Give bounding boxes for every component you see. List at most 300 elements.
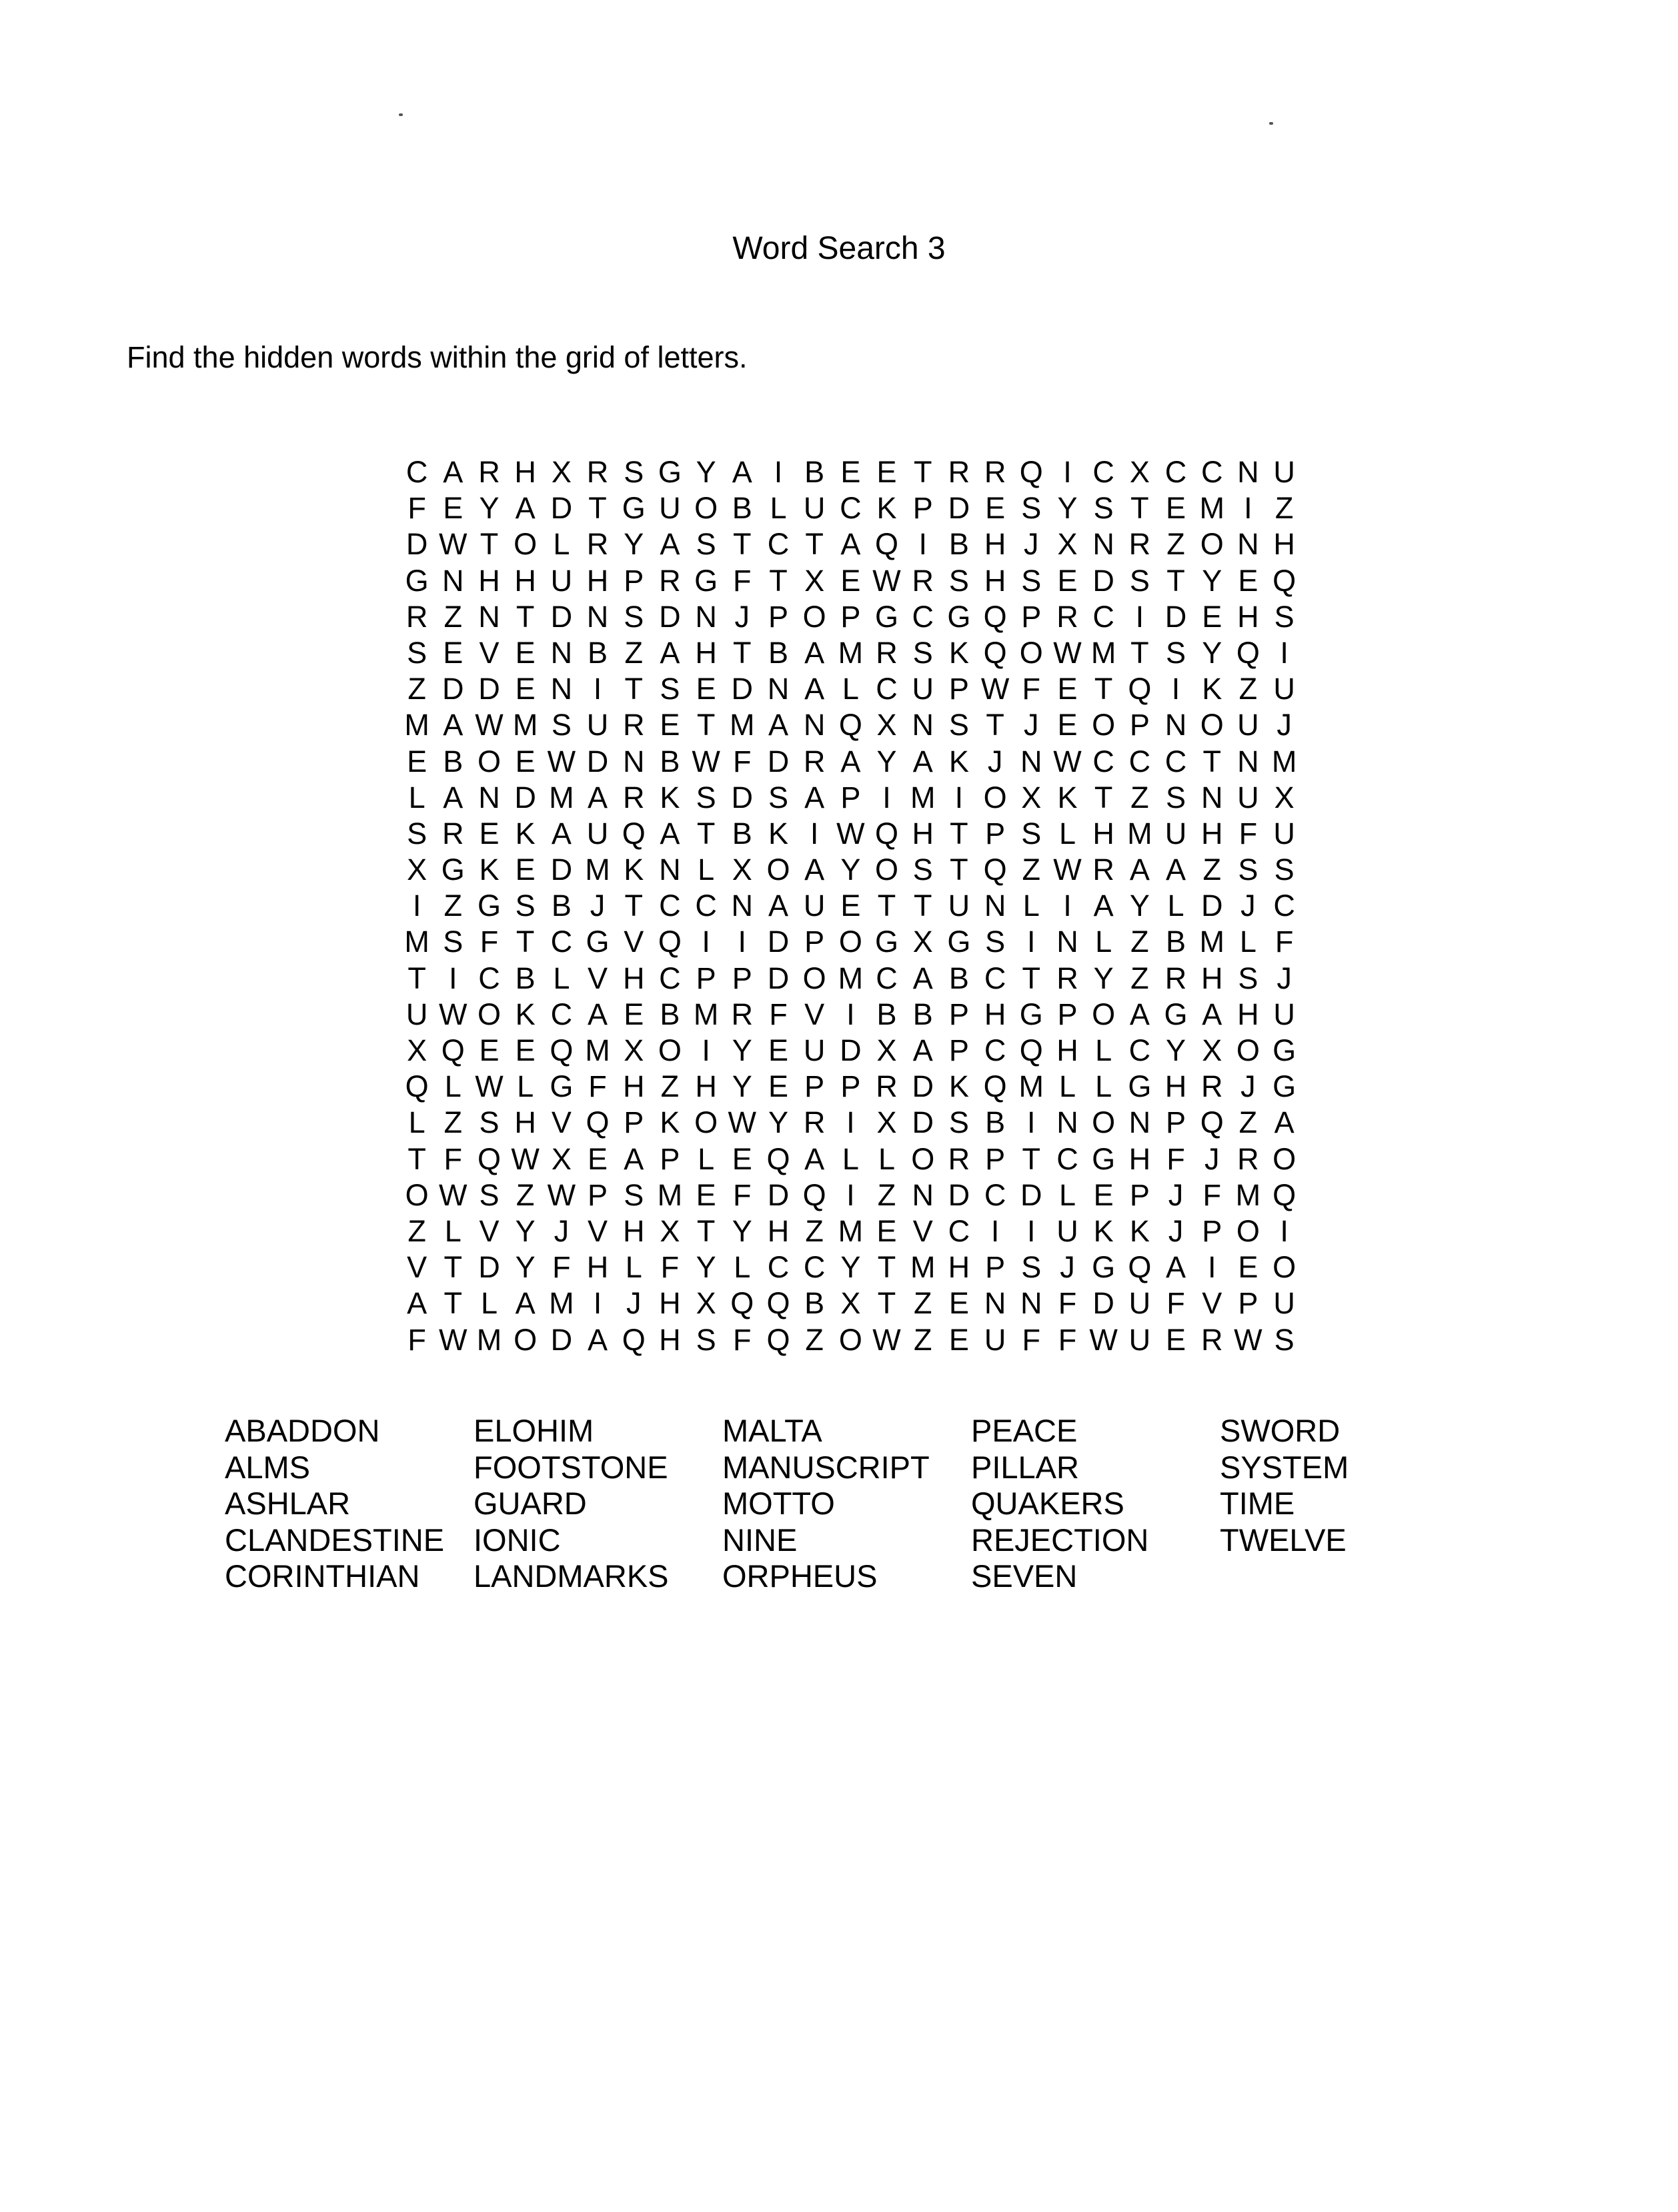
grid-letter: U	[1273, 455, 1295, 489]
grid-letter: O	[1236, 1213, 1260, 1248]
grid-letter: N	[442, 563, 464, 598]
grid-letter: S	[624, 599, 644, 634]
grid-letter: C	[1273, 889, 1295, 923]
grid-letter: C	[1092, 744, 1114, 778]
grid-letter: Y	[624, 527, 644, 562]
grid-letter: E	[1057, 672, 1078, 706]
grid-letter: X	[696, 1286, 716, 1321]
grid-letter: C	[767, 527, 790, 562]
grid-letter: C	[1164, 744, 1187, 778]
grid-letter: I	[882, 780, 891, 814]
grid-letter: G	[875, 925, 899, 959]
grid-letter: O	[405, 1177, 429, 1212]
grid-letter: F	[733, 1322, 752, 1357]
grid-letter: Z	[805, 1322, 824, 1357]
grid-letter: C	[1092, 599, 1114, 634]
grid-letter: S	[1093, 491, 1114, 526]
grid-letter: G	[1092, 1141, 1116, 1176]
grid-letter: E	[1166, 1322, 1186, 1357]
grid-letter: Z	[444, 889, 463, 923]
grid-letter: C	[876, 672, 898, 706]
grid-letter: I	[810, 816, 819, 851]
word-list-item: MANUSCRIPT	[722, 1449, 930, 1485]
grid-letter: O	[802, 961, 826, 995]
grid-letter: S	[1238, 961, 1258, 995]
grid-letter: E	[588, 1141, 608, 1176]
grid-letter: E	[443, 491, 464, 526]
grid-letter: T	[877, 1286, 896, 1321]
grid-letter: L	[480, 1286, 498, 1321]
grid-letter: G	[658, 455, 682, 489]
page-title: Word Search 3	[732, 231, 946, 266]
grid-letter: N	[1056, 925, 1078, 959]
grid-letter: G	[477, 889, 501, 923]
grid-letter: H	[1200, 961, 1223, 995]
grid-letter: S	[1021, 816, 1042, 851]
grid-letter: E	[768, 1069, 788, 1104]
grid-letter: A	[1093, 889, 1114, 923]
grid-letter: H	[984, 527, 1006, 562]
grid-letter: Z	[877, 1177, 896, 1212]
grid-letter: P	[624, 563, 644, 598]
grid-letter: M	[585, 853, 610, 887]
grid-letter: G	[1092, 1250, 1116, 1285]
grid-letter: L	[734, 1250, 751, 1285]
grid-letter: O	[838, 1322, 862, 1357]
grid-letter: S	[1129, 563, 1150, 598]
grid-letter: E	[515, 853, 536, 887]
grid-letter: R	[876, 1069, 898, 1104]
grid-letter: S	[624, 455, 644, 489]
grid-letter: I	[738, 925, 747, 959]
grid-letter: D	[912, 1105, 934, 1140]
grid-letter: A	[588, 997, 608, 1031]
grid-letter: L	[842, 1141, 859, 1176]
grid-letter: L	[1058, 816, 1076, 851]
grid-letter: U	[1273, 1286, 1295, 1321]
grid-letter: M	[512, 708, 538, 742]
grid-letter: N	[912, 708, 934, 742]
grid-letter: H	[622, 1069, 645, 1104]
grid-letter: D	[514, 780, 536, 814]
grid-letter: Y	[515, 1213, 536, 1248]
grid-letter: C	[1056, 1141, 1078, 1176]
grid-letter: L	[408, 780, 426, 814]
grid-letter: S	[1274, 1322, 1295, 1357]
grid-letter: X	[624, 1033, 644, 1067]
grid-letter: S	[1021, 491, 1042, 526]
grid-letter: S	[1166, 635, 1186, 670]
grid-letter: L	[1022, 889, 1040, 923]
grid-letter: Z	[1202, 853, 1221, 887]
grid-letter: T	[588, 491, 607, 526]
grid-letter: L	[625, 1250, 642, 1285]
grid-letter: A	[804, 780, 825, 814]
word-list-item: TIME	[1220, 1486, 1295, 1521]
grid-letter: S	[624, 1177, 644, 1212]
grid-letter: I	[593, 672, 602, 706]
grid-letter: Q	[1019, 455, 1043, 489]
grid-letter: O	[477, 997, 501, 1031]
grid-letter: L	[1095, 1069, 1112, 1104]
grid-letter: E	[1238, 1250, 1258, 1285]
grid-letter: T	[444, 1250, 463, 1285]
grid-letter: O	[658, 1033, 682, 1067]
grid-letter: Y	[732, 1213, 752, 1248]
grid-letter: B	[588, 635, 608, 670]
grid-letter: F	[1022, 672, 1041, 706]
word-list-item: REJECTION	[971, 1522, 1149, 1558]
grid-letter: W	[547, 1177, 576, 1212]
grid-letter: K	[876, 491, 897, 526]
grid-letter: E	[732, 1141, 752, 1176]
grid-letter: S	[479, 1177, 500, 1212]
scan-speck	[1269, 122, 1273, 125]
grid-letter: U	[405, 997, 428, 1031]
grid-letter: I	[846, 1105, 855, 1140]
grid-letter: V	[588, 1213, 608, 1248]
grid-letter: Z	[444, 1105, 463, 1140]
grid-letter: F	[1275, 925, 1294, 959]
grid-letter: K	[624, 853, 644, 887]
word-list-item: SWORD	[1220, 1413, 1341, 1448]
grid-letter: I	[1135, 599, 1144, 634]
grid-letter: I	[1244, 491, 1252, 526]
grid-letter: O	[514, 1322, 538, 1357]
grid-letter: Z	[1238, 1105, 1258, 1140]
grid-letter: F	[407, 491, 426, 526]
grid-letter: N	[1237, 744, 1259, 778]
grid-letter: N	[659, 853, 681, 887]
grid-letter: M	[838, 1213, 864, 1248]
grid-letter: O	[1236, 1033, 1260, 1067]
grid-letter: L	[553, 527, 570, 562]
grid-letter: E	[948, 1286, 969, 1321]
grid-letter: R	[442, 816, 464, 851]
grid-letter: T	[1130, 491, 1149, 526]
grid-letter: W	[439, 1177, 468, 1212]
grid-letter: P	[985, 1141, 1006, 1176]
grid-letter: Y	[479, 491, 500, 526]
grid-letter: O	[911, 1141, 935, 1176]
grid-letter: C	[550, 997, 573, 1031]
grid-letter: F	[1022, 1322, 1041, 1357]
grid-letter: X	[1274, 780, 1295, 814]
grid-letter: T	[769, 563, 788, 598]
grid-letter: X	[660, 1213, 680, 1248]
grid-letter: R	[622, 780, 645, 814]
grid-letter: A	[515, 1286, 536, 1321]
grid-letter: N	[1056, 1105, 1078, 1140]
word-list-item: GUARD	[474, 1486, 587, 1521]
grid-letter: L	[1095, 1033, 1112, 1067]
grid-letter: E	[768, 1033, 788, 1067]
grid-letter: D	[767, 925, 790, 959]
grid-letter: Q	[983, 853, 1007, 887]
grid-letter: W	[872, 563, 901, 598]
grid-letter: E	[1166, 491, 1186, 526]
grid-letter: A	[804, 635, 825, 670]
grid-letter: P	[985, 816, 1006, 851]
grid-letter: G	[1019, 997, 1043, 1031]
grid-letter: T	[696, 1213, 716, 1248]
grid-letter: L	[1058, 1177, 1076, 1212]
grid-letter: T	[696, 816, 716, 851]
word-list-item: MOTTO	[722, 1486, 835, 1521]
grid-letter: K	[948, 635, 969, 670]
grid-letter: L	[698, 1141, 715, 1176]
grid-letter: C	[803, 1250, 826, 1285]
grid-letter: N	[912, 1177, 934, 1212]
grid-letter: G	[550, 1069, 574, 1104]
word-list-item: TWELVE	[1220, 1522, 1347, 1558]
grid-letter: B	[948, 961, 969, 995]
grid-letter: T	[877, 889, 896, 923]
grid-letter: T	[986, 708, 1004, 742]
grid-letter: T	[913, 889, 932, 923]
grid-letter: M	[838, 635, 864, 670]
grid-letter: C	[984, 1177, 1006, 1212]
grid-letter: C	[550, 925, 573, 959]
grid-letter: I	[1171, 672, 1180, 706]
grid-letter: M	[404, 708, 430, 742]
grid-letter: Z	[407, 1213, 426, 1248]
grid-letter: K	[660, 780, 680, 814]
grid-letter: S	[1274, 599, 1295, 634]
grid-letter: A	[443, 780, 464, 814]
grid-letter: U	[1128, 1322, 1151, 1357]
grid-letter: Y	[1093, 961, 1114, 995]
grid-letter: X	[732, 853, 752, 887]
grid-letter: B	[768, 635, 788, 670]
grid-letter: X	[1021, 780, 1042, 814]
grid-letter: P	[840, 780, 861, 814]
grid-letter: N	[1020, 744, 1042, 778]
grid-letter: Z	[516, 1177, 535, 1212]
grid-letter: Z	[913, 1286, 932, 1321]
grid-letter: F	[660, 1250, 680, 1285]
grid-letter: R	[948, 455, 970, 489]
grid-letter: T	[696, 708, 716, 742]
grid-letter: R	[1164, 961, 1187, 995]
grid-letter: H	[514, 1105, 536, 1140]
grid-letter: C	[659, 889, 681, 923]
grid-letter: A	[660, 635, 680, 670]
grid-letter: V	[804, 997, 825, 1031]
grid-letter: Q	[1200, 1105, 1224, 1140]
grid-letter: U	[803, 889, 826, 923]
grid-letter: W	[547, 744, 576, 778]
grid-letter: I	[846, 997, 855, 1031]
grid-letter: Z	[1130, 780, 1149, 814]
grid-letter: X	[876, 708, 897, 742]
grid-letter: B	[804, 455, 825, 489]
grid-letter: S	[1021, 1250, 1042, 1285]
grid-letter: Y	[876, 744, 897, 778]
grid-letter: Q	[1128, 672, 1152, 706]
grid-letter: C	[405, 455, 428, 489]
grid-letter: O	[1092, 708, 1116, 742]
grid-letter: A	[1166, 1250, 1186, 1285]
grid-letter: W	[439, 1322, 468, 1357]
grid-letter: W	[692, 744, 720, 778]
grid-letter: P	[588, 1177, 608, 1212]
grid-letter: B	[551, 889, 572, 923]
grid-letter: X	[1057, 527, 1078, 562]
grid-letter: E	[479, 1033, 500, 1067]
grid-letter: M	[404, 925, 430, 959]
grid-letter: S	[407, 816, 428, 851]
grid-letter: Y	[732, 1069, 752, 1104]
grid-letter: L	[444, 1069, 462, 1104]
grid-letter: T	[913, 455, 932, 489]
grid-letter: I	[774, 455, 783, 489]
grid-letter: U	[912, 672, 934, 706]
grid-letter: K	[1057, 780, 1078, 814]
grid-letter: U	[803, 1033, 826, 1067]
grid-letter: I	[1027, 925, 1036, 959]
grid-letter: D	[550, 491, 573, 526]
grid-letter: S	[515, 889, 536, 923]
grid-letter: O	[694, 1105, 718, 1140]
grid-letter: P	[1202, 1213, 1222, 1248]
grid-letter: G	[947, 925, 971, 959]
grid-letter: N	[803, 708, 826, 742]
grid-letter: Q	[1236, 635, 1260, 670]
grid-letter: O	[1200, 527, 1224, 562]
grid-letter: A	[1166, 853, 1186, 887]
grid-letter: A	[443, 455, 464, 489]
grid-letter: N	[1237, 455, 1259, 489]
grid-letter: N	[622, 744, 645, 778]
word-list-item: QUAKERS	[971, 1486, 1124, 1521]
grid-letter: T	[407, 961, 426, 995]
grid-letter: R	[1237, 1141, 1259, 1176]
grid-letter: J	[1168, 1177, 1184, 1212]
grid-letter: F	[407, 1322, 426, 1357]
grid-letter: Y	[1202, 635, 1222, 670]
grid-letter: Z	[1166, 527, 1185, 562]
grid-letter: P	[804, 925, 825, 959]
grid-letter: G	[586, 925, 610, 959]
grid-letter: B	[660, 997, 680, 1031]
grid-letter: E	[696, 672, 716, 706]
grid-letter: C	[659, 961, 681, 995]
grid-letter: B	[876, 997, 897, 1031]
grid-letter: H	[1056, 1033, 1078, 1067]
grid-letter: M	[693, 997, 719, 1031]
grid-letter: C	[948, 1213, 970, 1248]
grid-letter: S	[479, 1105, 500, 1140]
grid-letter: N	[478, 780, 500, 814]
grid-letter: D	[1092, 1286, 1114, 1321]
grid-letter: V	[551, 1105, 572, 1140]
grid-letter: M	[730, 708, 755, 742]
grid-letter: P	[768, 599, 788, 634]
grid-letter: O	[983, 780, 1007, 814]
grid-letter: S	[551, 708, 572, 742]
grid-letter: B	[912, 997, 933, 1031]
grid-letter: S	[407, 635, 428, 670]
grid-letter: X	[407, 853, 428, 887]
grid-letter: L	[878, 1141, 896, 1176]
grid-letter: X	[551, 1141, 572, 1176]
grid-letter: S	[948, 708, 969, 742]
grid-letter: Q	[766, 1322, 790, 1357]
grid-letter: L	[553, 961, 570, 995]
grid-letter: Q	[766, 1286, 790, 1321]
grid-letter: D	[478, 1250, 500, 1285]
word-list-item: FOOTSTONE	[474, 1449, 668, 1485]
grid-letter: U	[948, 889, 970, 923]
grid-letter: P	[948, 672, 969, 706]
grid-letter: Q	[586, 1105, 610, 1140]
grid-letter: T	[1202, 744, 1221, 778]
grid-letter: S	[1166, 780, 1186, 814]
grid-letter: U	[586, 816, 609, 851]
grid-letter: F	[769, 997, 788, 1031]
grid-letter: G	[1273, 1033, 1297, 1067]
grid-letter: Y	[732, 1033, 752, 1067]
grid-letter: A	[804, 853, 825, 887]
grid-letter: M	[1127, 816, 1152, 851]
grid-letter: N	[1092, 527, 1114, 562]
grid-letter: P	[1238, 1286, 1258, 1321]
grid-letter: G	[441, 853, 465, 887]
grid-letter: T	[516, 925, 535, 959]
grid-letter: V	[479, 635, 500, 670]
grid-letter: U	[984, 1322, 1006, 1357]
grid-letter: T	[1022, 1141, 1041, 1176]
grid-letter: Y	[768, 1105, 788, 1140]
grid-letter: A	[912, 961, 933, 995]
grid-letter: D	[1092, 563, 1114, 598]
grid-letter: E	[479, 816, 500, 851]
grid-letter: P	[624, 1105, 644, 1140]
grid-letter: R	[405, 599, 428, 634]
grid-letter: K	[479, 853, 500, 887]
grid-letter: D	[550, 599, 573, 634]
grid-letter: D	[478, 672, 500, 706]
word-list-item: MALTA	[722, 1413, 822, 1448]
grid-letter: C	[984, 961, 1006, 995]
grid-letter: M	[1271, 744, 1297, 778]
grid-letter: J	[590, 889, 606, 923]
grid-letter: Q	[1128, 1250, 1152, 1285]
grid-letter: X	[407, 1033, 428, 1067]
grid-letter: L	[408, 1105, 426, 1140]
grid-letter: I	[846, 1177, 855, 1212]
grid-letter: C	[912, 599, 934, 634]
grid-letter: T	[1022, 961, 1041, 995]
grid-letter: P	[1021, 599, 1042, 634]
grid-letter: J	[1168, 1213, 1184, 1248]
grid-letter: L	[1167, 889, 1184, 923]
grid-letter: R	[948, 1141, 970, 1176]
grid-letter: P	[1129, 708, 1150, 742]
grid-letter: Y	[1202, 563, 1222, 598]
grid-letter: U	[586, 708, 609, 742]
grid-letter: S	[1238, 853, 1258, 887]
grid-letter: I	[990, 1213, 1000, 1248]
grid-letter: E	[948, 1322, 969, 1357]
grid-letter: H	[1128, 1141, 1151, 1176]
grid-letter: A	[443, 708, 464, 742]
grid-letter: E	[624, 997, 644, 1031]
word-list-item: ASHLAR	[225, 1486, 351, 1521]
grid-letter: N	[550, 672, 573, 706]
grid-letter: H	[586, 1250, 609, 1285]
